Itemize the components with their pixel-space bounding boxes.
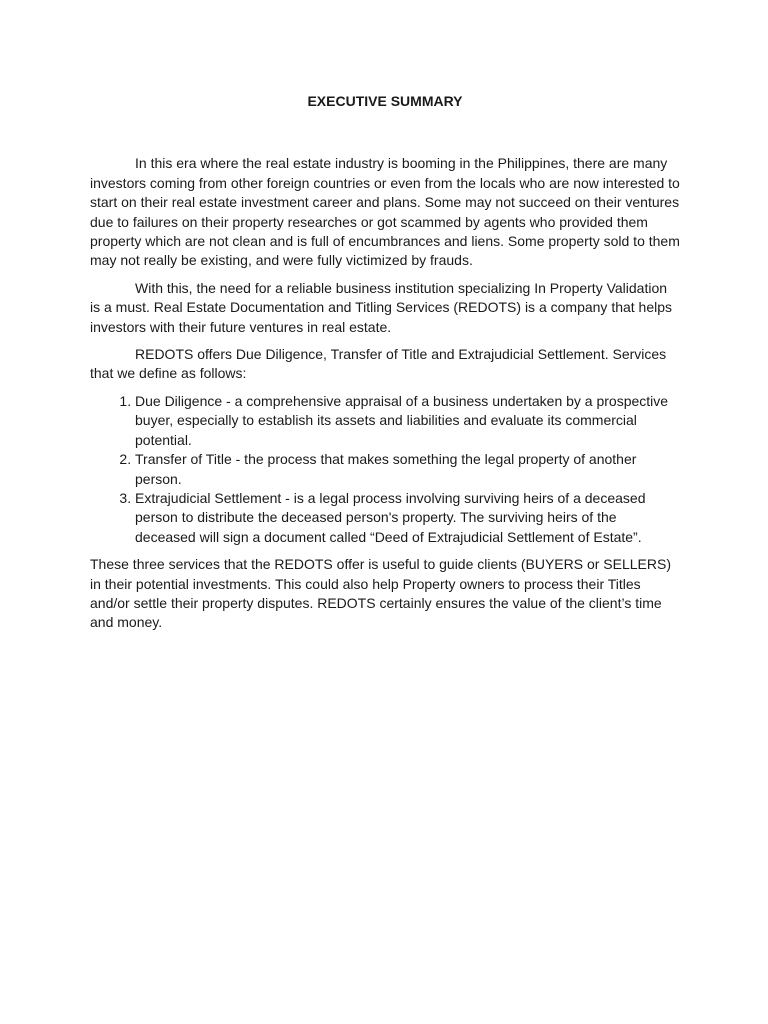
list-item-due-diligence: 1. Due Diligence - a comprehensive appraisal of a business undertaken by a prospective buyer, especially to establish its assets and liabilities and evaluate its commercial potential. — [135, 392, 680, 450]
page-title: EXECUTIVE SUMMARY — [307, 93, 463, 109]
services-intro-paragraph: REDOTS offers Due Diligence, Transfer of Title and Extrajudicial Settlement. Services that we define as follows: — [90, 346, 667, 382]
intro-paragraph: In this era where the real estate industry is booming in the Philippines, there are many investors coming from other foreign countries or even from the locals who are now interested to start on their real estate investment career and plans. Some may not succeed on their ventures due to failures on their property researches or got scammed by agents who provided them property which are not clean and is full of encumbrances and liens. Some property sold to them may not really be existing, and were fully victimized by frauds. — [90, 155, 680, 269]
list-item-transfer-of-title: 2. Transfer of Title - the process that makes something the legal property of another person. — [135, 450, 680, 489]
services-list — [90, 392, 680, 547]
document-body — [90, 92, 680, 641]
need-paragraph: With this, the need for a reliable business institution specializing In Property Validation is a must. Real Estate Documentation and Titling Services (REDOTS) is a company that helps investors with their future ventures in real estate. — [90, 279, 673, 335]
list-item-extrajudicial-settlement: 3. Extrajudicial Settlement - is a legal process involving surviving heirs of a deceased person to distribute the deceased person's property. The surviving heirs of the deceased will sign a document called “Deed of Extrajudicial Settlement of Estate”. — [135, 489, 680, 547]
closing-paragraph: These three services that the REDOTS offer is useful to guide clients (BUYERS or SELLERS) in their potential investments. This could also help Property owners to process their Titles and/or settle their property disputes. REDOTS certainly ensures the value of the client’s time and money. — [90, 556, 671, 631]
